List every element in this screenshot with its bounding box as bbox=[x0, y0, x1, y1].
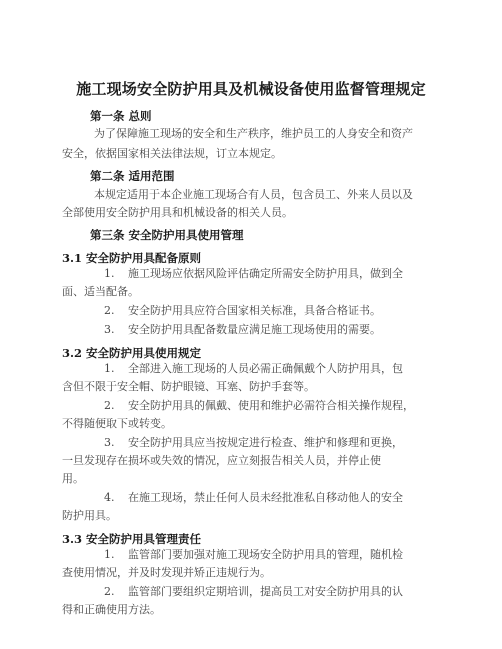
s31-item3: 3. 安全防护用具配备数量应满足施工现场使用的需要。 bbox=[104, 323, 381, 336]
s33-item2-line2: 得和正确使用方法。 bbox=[62, 603, 161, 616]
article2-line-1: 本规定适用于本企业施工现场合有人员，包含员工、外来人员以及 bbox=[94, 188, 413, 201]
s32-item2-line1: 2. 安全防护用具的佩戴、使用和维护必需符合相关操作规程， bbox=[104, 399, 414, 412]
s31-item1-line2: 面、适当配备。 bbox=[62, 285, 139, 298]
article3-heading: 第三条 安全防护用具使用管理 bbox=[90, 228, 244, 242]
section-3-1-heading: 3.1 安全防护用具配备原则 bbox=[62, 251, 202, 265]
section-3-3-heading: 3.3 安全防护用具管理责任 bbox=[62, 532, 202, 546]
s32-item3-line2: 一旦发现存在损坏或失效的情况，应立刻报告相关人员，并停止使 bbox=[62, 454, 381, 467]
s32-item3-line1: 3. 安全防护用具应当按规定进行检查、维护和修理和更换， bbox=[104, 436, 403, 449]
s31-item2: 2. 安全防护用具应符合国家相关标准，具备合格证书。 bbox=[104, 304, 381, 317]
s32-item1-line1: 1. 全部进入施工现场的人员必需正确佩戴个人防护用具，包 bbox=[104, 362, 403, 375]
s33-item1-line2: 查使用情况，并及时发现并矫正违规行为。 bbox=[62, 566, 271, 579]
article1-line-1: 为了保障施工现场的安全和生产秩序，维护员工的人身安全和资产 bbox=[94, 127, 413, 140]
section-3-2-heading: 3.2 安全防护用具使用规定 bbox=[62, 346, 202, 360]
article2-line-2: 全部使用安全防护用具和机械设备的相关人员。 bbox=[62, 206, 293, 219]
article1-line-2: 安全，依据国家相关法律法规，订立本规定。 bbox=[62, 147, 282, 160]
s32-item3-line3: 用。 bbox=[62, 472, 84, 485]
s32-item4-line2: 防护用具。 bbox=[62, 509, 117, 522]
s32-item2-line2: 不得随便取下或转变。 bbox=[62, 417, 172, 430]
s31-item1-line1: 1. 施工现场应依据风险评估确定所需安全防护用具，做到全 bbox=[104, 267, 403, 280]
s33-item2-line1: 2. 监管部门要组织定期培训，提高员工对安全防护用具的认 bbox=[104, 585, 403, 598]
s33-item1-line1: 1. 监管部门要加强对施工现场安全防护用具的管理，随机检 bbox=[104, 548, 403, 561]
s32-item4-line1: 4. 在施工现场，禁止任何人员未经批准私自移动他人的安全 bbox=[104, 491, 403, 504]
document-title: 施工现场安全防护用具及机械设备使用监督管理规定 bbox=[76, 80, 426, 98]
article1-heading: 第一条 总则 bbox=[90, 109, 152, 123]
article2-heading: 第二条 适用范围 bbox=[90, 169, 175, 183]
s32-item1-line2: 含但不限于安全帽、防护眼镜、耳塞、防护手套等。 bbox=[62, 380, 315, 393]
